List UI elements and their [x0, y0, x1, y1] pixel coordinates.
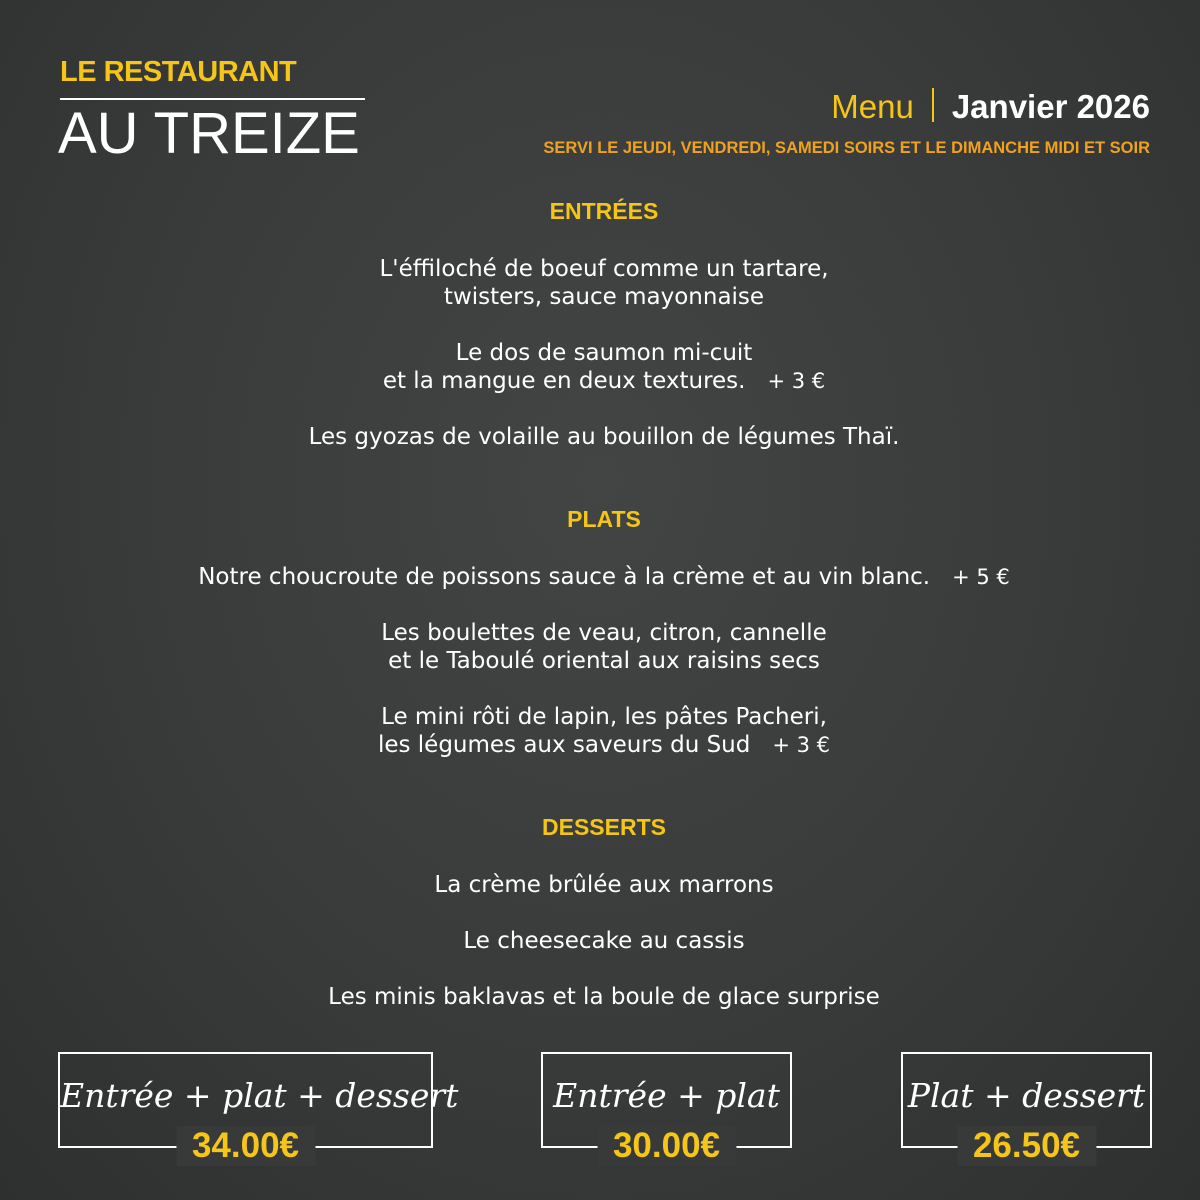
formula-box-full — [58, 1052, 459, 1165]
dish-line-with-supplement — [0, 367, 1200, 395]
dish-line: et la mangue en deux textures. — [382, 368, 746, 394]
supplement-price: + 3 € — [767, 369, 826, 393]
dish-entree-3 — [0, 423, 1200, 451]
dish-line: Le dos de saumon mi-cuit — [455, 340, 753, 366]
formula-price: 30.00€ — [597, 1126, 736, 1166]
formula-label: Plat + dessert — [907, 1076, 1146, 1115]
dish-line-with-supplement — [0, 563, 1200, 591]
dish-line: et le Taboulé oriental aux raisins secs — [388, 648, 820, 674]
section-title-entrees: ENTRÉES — [549, 198, 659, 224]
dish-dessert-3 — [0, 983, 1200, 1011]
restaurant-label: LE RESTAURANT — [60, 56, 297, 88]
dish-line: Notre choucroute de poissons sauce à la crème et au vin blanc. — [198, 564, 931, 590]
brand-divider — [60, 98, 365, 100]
dish-plat-2 — [0, 619, 1200, 675]
dish-plat-1 — [0, 563, 1200, 591]
dish-line: Les minis baklavas et la boule de glace surprise — [328, 984, 880, 1010]
dish-dessert-1 — [0, 871, 1200, 899]
section-title-desserts: DESSERTS — [542, 814, 666, 840]
formula-box-plat-dessert — [901, 1052, 1152, 1165]
dish-line: les légumes aux saveurs du Sud — [377, 732, 751, 758]
dish-line-with-supplement — [0, 731, 1200, 759]
formula-box-entree-plat — [541, 1052, 792, 1165]
formula-price: 26.50€ — [957, 1126, 1096, 1166]
menu-separator — [932, 88, 934, 122]
menu-word: Menu — [831, 88, 914, 125]
dish-line: Les boulettes de veau, citron, cannelle — [381, 620, 827, 646]
dish-entree-2 — [0, 339, 1200, 395]
dish-line: Le cheesecake au cassis — [463, 928, 745, 954]
dish-line: Le mini rôti de lapin, les pâtes Pacheri, — [381, 704, 827, 730]
restaurant-name: AU TREIZE — [58, 101, 360, 166]
formula-label: Entrée + plat — [553, 1076, 780, 1115]
formula-label: Entrée + plat + dessert — [60, 1076, 459, 1115]
menu-title — [831, 88, 1150, 126]
dish-line: Les gyozas de volaille au bouillon de légumes Thaï. — [308, 424, 900, 450]
dish-line: twisters, sauce mayonnaise — [443, 284, 765, 310]
dish-dessert-2 — [0, 927, 1200, 955]
service-schedule: SERVI LE JEUDI, VENDREDI, SAMEDI SOIRS ET LE DIMANCHE MIDI ET SOIR — [543, 139, 1150, 157]
supplement-price: + 3 € — [772, 733, 831, 757]
dish-line: La crème brûlée aux marrons — [434, 872, 774, 898]
dish-plat-3 — [0, 703, 1200, 759]
dish-line: L'éffiloché de boeuf comme un tartare, — [379, 256, 829, 282]
section-title-plats: PLATS — [567, 506, 641, 532]
menu-date: Janvier 2026 — [951, 88, 1150, 125]
dish-entree-1 — [0, 255, 1200, 311]
supplement-price: + 5 € — [952, 565, 1010, 589]
formula-price: 34.00€ — [176, 1126, 315, 1166]
